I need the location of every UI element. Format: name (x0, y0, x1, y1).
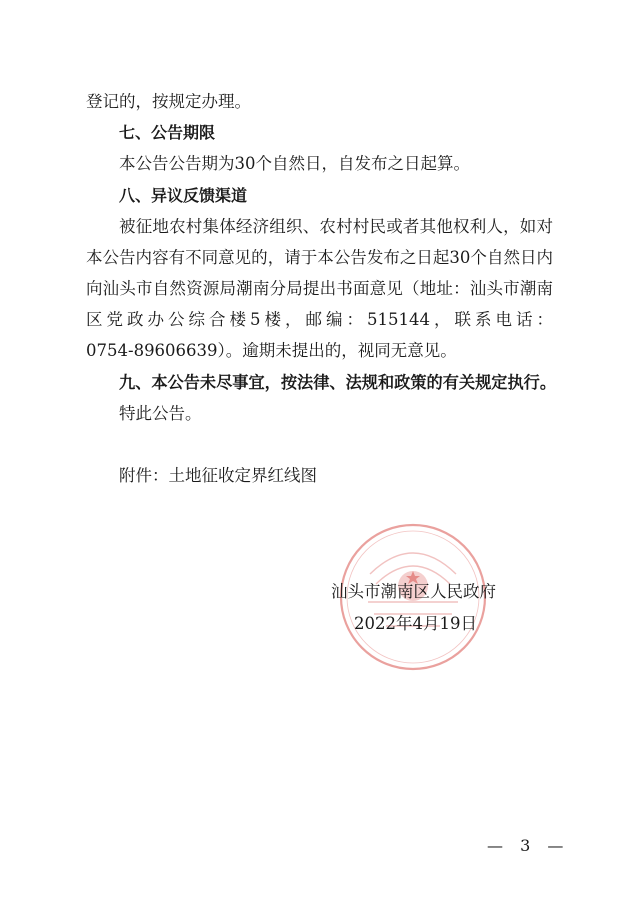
text-line: 向汕头市自然资源局潮南分局提出书面意见（地址：汕头市潮南 (86, 279, 553, 298)
page-number: — 3 — (487, 836, 570, 855)
section-heading: 八、异议反馈渠道 (119, 186, 248, 205)
issuer-name: 汕头市潮南区人民政府 (331, 582, 496, 601)
text-line: 本公告内容有不同意见的，请于本公告发布之日起30个自然日内 (86, 248, 553, 267)
section-heading: 九、本公告未尽事宜，按法律、法规和政策的有关规定执行。 (119, 373, 557, 392)
attachment-line: 附件：土地征收定界红线图 (119, 466, 317, 485)
issue-date: 2022年4月19日 (354, 614, 477, 633)
text-line: 区党政办公综合楼5楼，邮编：515144，联系电话： (86, 310, 553, 329)
text-line: 0754-89606639）。逾期未提出的，视同无意见。 (86, 341, 457, 360)
text-line: 被征地农村集体经济组织、农村村民或者其他权利人，如对 (119, 217, 553, 236)
text-line: 本公告公告期为30个自然日，自发布之日起算。 (119, 154, 470, 173)
section-heading: 七、公告期限 (119, 123, 216, 142)
text-line: 登记的，按规定办理。 (86, 92, 251, 111)
text-line: 特此公告。 (119, 404, 202, 423)
